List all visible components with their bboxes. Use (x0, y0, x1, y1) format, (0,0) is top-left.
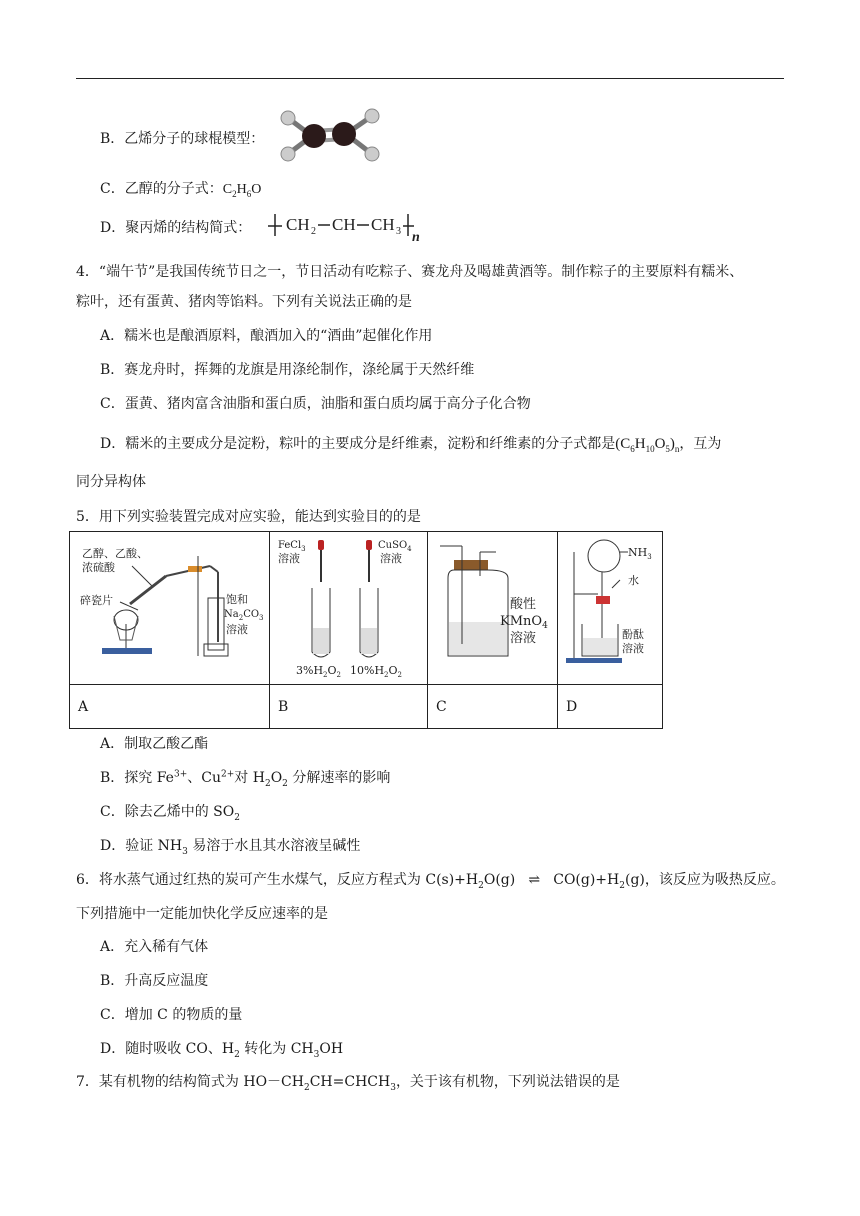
svg-text:酚酞: 酚酞 (622, 628, 644, 641)
label-d: D (558, 685, 663, 729)
svg-text:2: 2 (311, 226, 316, 237)
q4-option-c[interactable]: C．蛋黄、猪肉富含油脂和蛋白质，油脂和蛋白质均属于高分子化合物 (100, 396, 531, 412)
ethylene-ball-stick-model (274, 106, 384, 166)
q5-option-b[interactable]: B．探究 $Fe^{3+}$、$Cu^{2+}$对 $H_2O_2$ 分解速率的影响 (100, 769, 391, 789)
svg-text:CH: CH (371, 215, 395, 234)
svg-text:NH3: $NH_3$ (628, 546, 652, 561)
gas-washing-bottle-figure (428, 532, 557, 680)
q6-stem-line1: 6．将水蒸气通过红热的炭可产生水煤气，反应方程式为 $C(s)+H_2O(g)$ ⇌ $CO(g)+H_2(g)$，该反应为吸热反应。 (76, 872, 785, 891)
svg-text:CH: CH (286, 215, 310, 234)
ammonia-fountain-figure (558, 532, 662, 680)
svg-text:CH: CH (332, 215, 356, 234)
fecl3-label: FeCl$_3$ (278, 540, 306, 553)
q3-option-d[interactable]: D．聚丙烯的结构简式： (100, 220, 252, 236)
q4-option-a[interactable]: A．糯米也是酿酒原料，酿酒加入的“酒曲”起催化作用 (100, 328, 433, 344)
q5-option-a[interactable]: A．制取乙酸乙酯 (100, 736, 209, 752)
h2o2-decomposition-figure (270, 532, 427, 680)
q6-option-a[interactable]: A．充入稀有气体 (100, 939, 209, 955)
q3-option-c[interactable]: C．乙醇的分子式：$C_2H_6O$ (100, 181, 262, 199)
q5-option-c[interactable]: C．除去乙烯中的 $SO_2$ (100, 804, 240, 823)
header-rule (76, 78, 784, 79)
label-a: A (70, 685, 270, 729)
q5-option-d[interactable]: D．验证 $NH_3$ 易溶于水且其水溶液呈碱性 (100, 838, 361, 857)
svg-text:溶液: 溶液 (278, 552, 300, 565)
q6-stem-line2: 下列措施中一定能加快化学反应速率的是 (76, 906, 328, 922)
q5-stem: 5．用下列实验装置完成对应实验，能达到实验目的的是 (76, 509, 421, 525)
polypropylene-structure (264, 208, 424, 244)
svg-text:3: 3 (396, 226, 401, 237)
svg-text:10%H2O2: $10\%H_2O_2$ (350, 664, 403, 679)
q6-option-b[interactable]: B．升高反应温度 (100, 973, 209, 989)
svg-text:溶液: 溶液 (510, 631, 537, 646)
svg-text:溶液: 溶液 (226, 623, 248, 636)
ethanol-formula: $C_2H_6O$ (222, 182, 262, 199)
figure-a-cell (70, 532, 270, 685)
svg-text:碎瓷片: 碎瓷片 (80, 594, 113, 607)
cuso4-label: CuSO$_4$ (378, 540, 412, 553)
na2co3-label: $Na_2CO_3$ (224, 609, 264, 622)
svg-text:溶液: 溶液 (380, 552, 402, 565)
reversible-arrow-icon: ⇌ (528, 872, 541, 888)
kmno4-label: KMnO$_4$ (500, 614, 548, 631)
svg-text:浓硫酸: 浓硫酸 (82, 561, 115, 574)
svg-text:溶液: 溶液 (622, 642, 644, 655)
q3-option-b[interactable]: B．乙烯分子的球棍模型： (100, 131, 265, 147)
label-c: C (428, 685, 558, 729)
svg-text:3%H2O2: $3\%H_2O_2$ (296, 664, 342, 679)
q4-option-d[interactable]: D．糯米的主要成分是淀粉，粽叶的主要成分是纤维素，淀粉和纤维素的分子式都是$(C_6H_{10}O_5)_n$，互为 (100, 436, 722, 454)
q4-stem-line1: 4．“端午节”是我国传统节日之一，节日活动有吃粽子、赛龙舟及喝雄黄酒等。制作粽子的主要原料有糯米、 (76, 264, 744, 280)
svg-text:水: 水 (628, 574, 639, 587)
q6-option-d[interactable]: D．随时吸收 CO、$H_2$ 转化为 $CH_3OH$ (100, 1041, 344, 1060)
q6-option-c[interactable]: C．增加 C 的物质的量 (100, 1007, 243, 1023)
figure-b-cell (270, 532, 428, 685)
svg-text:乙醇、乙酸、: 乙醇、乙酸、 (82, 547, 148, 560)
label-b: B (270, 685, 428, 729)
starch-formula: $(C_6H_{10}O_5)_n$ (615, 436, 680, 454)
q4-stem-line2: 粽叶，还有蛋黄、猪肉等馅料。下列有关说法正确的是 (76, 294, 412, 310)
svg-text:饱和: 饱和 (226, 593, 248, 606)
svg-text:n: n (412, 230, 420, 244)
experiment-table (69, 531, 663, 729)
figure-d-cell (558, 532, 663, 685)
q4-option-d-cont: 同分异构体 (76, 474, 146, 490)
ester-apparatus-figure (70, 532, 269, 680)
q4-option-b[interactable]: B．赛龙舟时，挥舞的龙旗是用涤纶制作，涤纶属于天然纤维 (100, 362, 475, 378)
figure-c-cell (428, 532, 558, 685)
q7-stem: 7．某有机物的结构简式为 $HO-CH_2CH=CHCH_3$，关于该有机物，下列说法错误的是 (76, 1074, 620, 1093)
svg-text:酸性: 酸性 (510, 597, 537, 612)
